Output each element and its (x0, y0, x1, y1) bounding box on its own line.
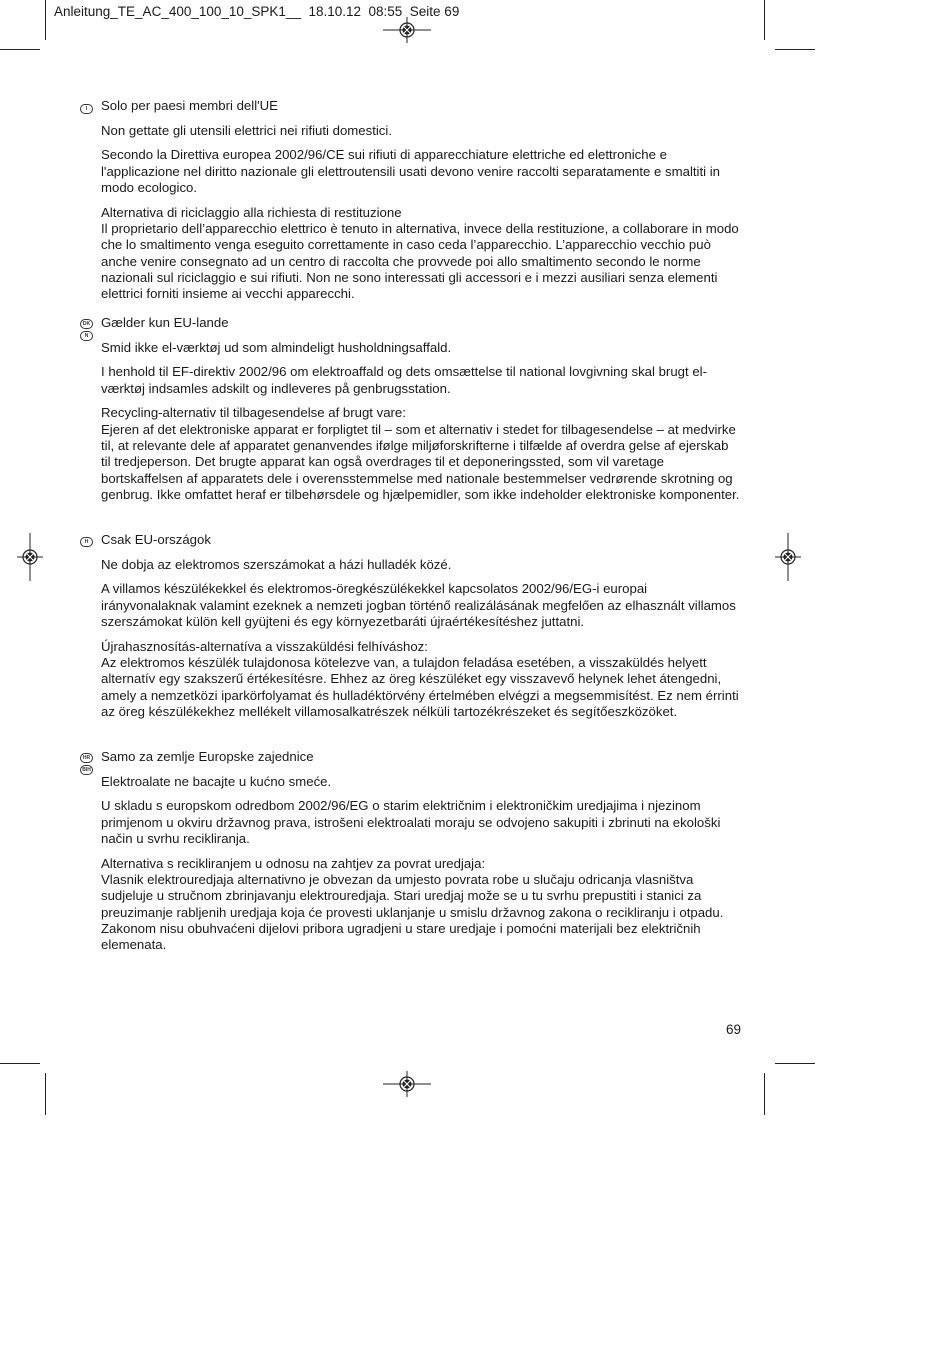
paragraph: Alternativa di riciclaggio alla richiesta di restituzione Il proprietario dell’apparecchio elettrico è tenuto in alternativa, invece della restituzione, a collaborare in modo che lo smaltimento venga eseguito correttamente in caso ceda l’apparecchio. L’apparecchio vecchio può anche venire consegnato ad un centro di raccolta che provvede poi allo smaltimento secondo le norme nazionali sul riciclaggio e sui rifiuti. Non ne sono interessati gli accessori e i mezzi ausiliari senza elementi elettrici forniti insieme ai vecchi apparecchi. (101, 204, 739, 302)
section-italian (101, 98, 741, 311)
paragraph: Alternativa s recikliranjem u odnosu na zahtjev za povrat uredjaja: Vlasnik elektrouredjaja alternativno je obvezan da umjesto povrata robe u slučaju odricanja vlasništva sudjeluje u stručnom zbrinjavanju elektrouredjaja. Stari uredjaj može se u tu svrhu prepustiti i stanici za preuzimanje rabljenih uredjaja koja će provesti uklanjanje u smislu državnog zakona o recikliranju i otpadu. Zakonom nisu obuhvaćeni dijelovi pribora ugradjeni u stare uredjaje i pomoćni materijali bez električnih elemenata. (101, 855, 724, 953)
paragraph: Ne dobja az elektromos szerszámokat a házi hulladék közé. (101, 556, 452, 572)
language-badge: I (80, 104, 93, 114)
section-heading: Samo za zemlje Europske zajednice (101, 749, 314, 764)
language-badge: N (80, 331, 93, 341)
crop-mark (775, 49, 815, 50)
section-heading: Gælder kun EU-lande (101, 315, 229, 330)
paragraph: U skladu s europskom odredbom 2002/96/EG o starim električnim i elektroničkim uredjajima i njezinom primjenom u okviru državnog prava, istrošeni elektroalati moraju se odvojeno sakupiti i zbrinuti na ekološki način u svrhu recikliranja. (101, 798, 721, 847)
paragraph: Smid ikke el-værktøj ud som almindeligt husholdningsaffald. (101, 339, 452, 355)
print-slug: Anleitung_TE_AC_400_100_10_SPK1__ 18.10.12 08:55 Seite 69 (54, 4, 460, 19)
section-heading: Csak EU-országok (101, 532, 211, 547)
language-badge: HR (80, 753, 93, 763)
crop-mark (45, 0, 46, 40)
paragraph: Elektroalate ne bacajte u kućno smeće. (101, 773, 332, 789)
paragraph: I henhold til EF-direktiv 2002/96 om elektroaffald og dets omsættelse til national lovgivning skal brugt el-værktøj indsamles adskilt og indleveres på genbrugsstation. (101, 364, 707, 396)
crop-mark (0, 1063, 40, 1064)
page-number: 69 (726, 1022, 742, 1037)
section-danish (101, 315, 741, 511)
paragraph: Secondo la Direttiva europea 2002/96/CE sui rifiuti di apparecchiature elettriche ed elettroniche e l'applicazione nel diritto nazionale gli elettroutensili usati devono venire raccolti separatamente e smaltiti in modo ecologico. (101, 147, 721, 196)
registration-mark-icon (775, 533, 801, 581)
crop-mark (45, 1073, 46, 1115)
language-badge: H (80, 537, 93, 547)
language-badge: DK (80, 319, 93, 329)
paragraph: Non gettate gli utensili elettrici nei rifiuti domestici. (101, 122, 392, 138)
language-badge: BIH (80, 765, 93, 775)
crop-mark (0, 49, 40, 50)
registration-mark-icon (17, 533, 43, 581)
registration-mark-icon (383, 1071, 431, 1097)
crop-mark (775, 1063, 815, 1064)
registration-mark-icon (383, 17, 431, 43)
crop-mark (764, 0, 765, 40)
paragraph: Recycling-alternativ til tilbagesendelse af brugt vare: Ejeren af det elektroniske apparat er forpligtet til – som et alternativ i stedet for tilbagesendelse – at medvirke til, at relevante dele af apparatet genanvendes ifølge miljøforskrifterne i tilfælde af overdra gelse af ejerskab til tredjeperson. Det brugte apparat kan også overdrages til et deponeringssted, som vil varetage bortskaffelsen af apparatets dele i overensstemmelse med nationale bestemmelser vedrørende skrotning og genbrug. Ikke omfattet heraf er tilbehørsdele og hjælpemidler, som ikke indeholder elektroniske komponenter. (101, 405, 740, 502)
paragraph: Újrahasznosítás-alternatíva a visszaküldési felhíváshoz: Az elektromos készülék tulajdonosa kötelezve van, a tulajdon feladása esetében, a visszaküldés helyett alternatív egy szakszerű értékesítésre. Ehhez az öreg készüléket egy visszavevő helynek lehet átengedni, amely a nemzetközi iparkörfolyamat és hulladéktörvény értelmében elvégzi a megsemmisítést. Ez nem érrinti az öreg készülékekhez mellékelt villamosalkatrészek nélküli tartozékrészeket és segítőeszközöket. (101, 638, 739, 719)
section-hungarian (101, 532, 741, 728)
paragraph: A villamos készülékekkel és elektromos-öregkészülékekkel kapcsolatos 2002/96/EG-i europai irányvonalaknak valamint ezeknek a nemzeti jogban történő realizálásának megfelően az elhasznált villamos szerszámokat külön kell gyüjteni és egy környezetbaráti újraértékesítéshez juttatni. (101, 581, 736, 630)
section-heading: Solo per paesi membri dell'UE (101, 98, 278, 113)
crop-mark (764, 1073, 765, 1115)
section-croatian (101, 749, 741, 962)
